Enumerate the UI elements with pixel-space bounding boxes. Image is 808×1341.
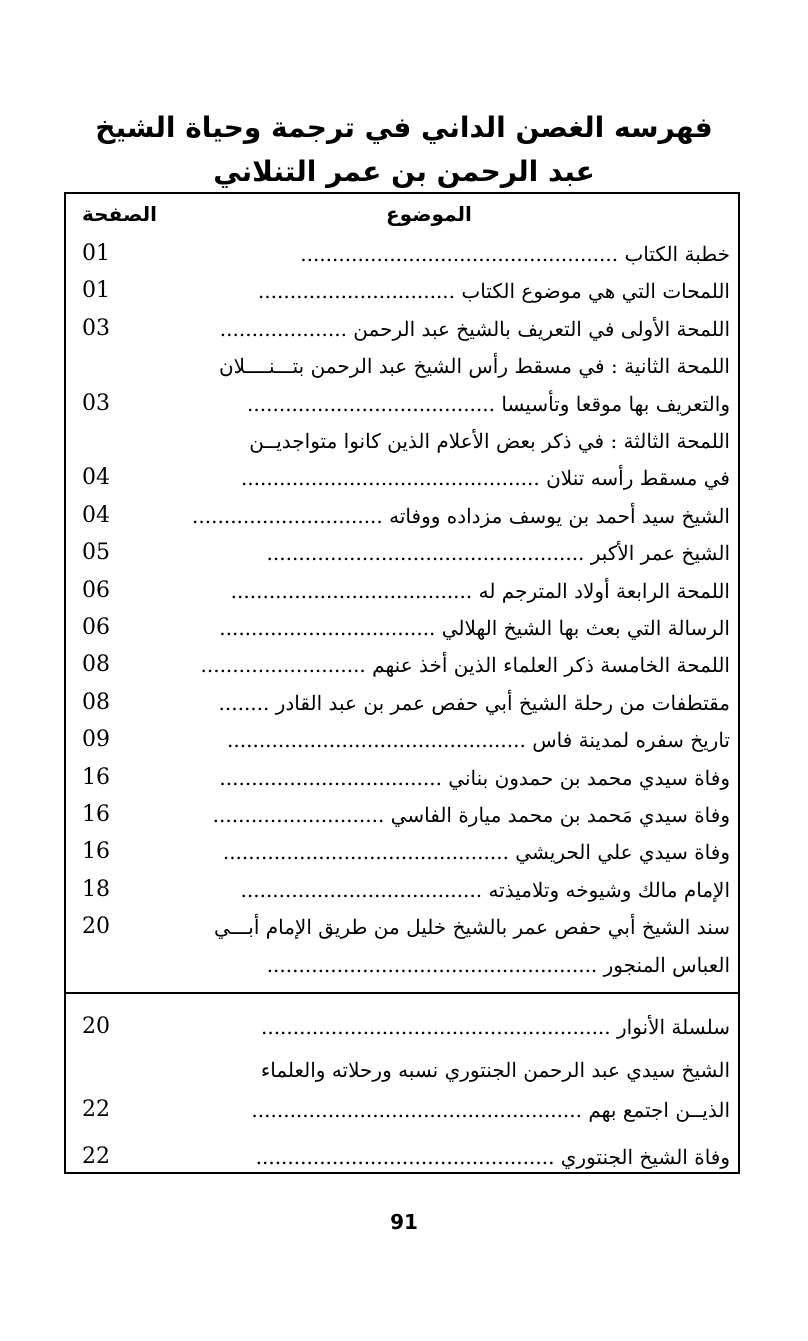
- toc-entry-text: سند الشيخ أبي حفص عمر بالشيخ خليل من طريق الإمام أبـــي: [214, 915, 730, 940]
- toc-row: [66, 311, 738, 347]
- toc-row: [66, 498, 738, 534]
- toc-page-number: 06: [82, 577, 110, 603]
- toc-page-number: 09: [82, 727, 110, 753]
- toc-entry-text: في مسقط رأسه تنلان ...............................................: [240, 466, 730, 491]
- page-number: 91: [390, 1210, 418, 1234]
- toc-page-number: 03: [82, 315, 110, 341]
- toc-entry-text: وفاة سيدي علي الحريشي .............................................: [222, 840, 730, 865]
- toc-entry-text: الرسالة التي بعث بها الشيخ الهلالي ..................................: [219, 616, 730, 640]
- toc-entry-text: وفاة الشيخ الجنتوري ...............................................: [255, 1145, 730, 1169]
- toc-page-number: 01: [82, 241, 110, 266]
- toc-row: [66, 1139, 738, 1175]
- toc-entry-text: والتعريف بها موقعا وتأسيسا .......................................: [247, 391, 730, 416]
- toc-page-number: 18: [82, 876, 110, 902]
- toc-entry-text: تاريخ سفره لمدينة فاس ...............................................: [227, 728, 730, 753]
- toc-entry-text: اللمحة الثانية : في مسقط رأس الشيخ عبد الرحمن بتـــنــــلان: [218, 354, 730, 379]
- toc-page-number: 22: [82, 1144, 110, 1169]
- toc-page-number: 05: [82, 540, 110, 566]
- toc-page-number: 08: [82, 689, 110, 715]
- toc-page-number: 16: [82, 764, 110, 790]
- toc-row: [66, 573, 738, 609]
- toc-row: [66, 1009, 738, 1045]
- toc-row: [66, 797, 738, 833]
- toc-page-number: 04: [82, 502, 110, 528]
- page-title-line-2: عبد الرحمن بن عمر التنلاني: [213, 155, 595, 188]
- toc-row: [66, 834, 738, 870]
- toc-entry-text: اللمحة الخامسة ذكر العلماء الذين أخذ عنهم ..........................: [200, 653, 730, 678]
- toc-page-number: 16: [82, 839, 110, 865]
- toc-entry-text: العباس المنجور ....................................................: [266, 952, 730, 977]
- header-topic: الموضوع: [386, 202, 472, 226]
- toc-row: [66, 647, 738, 683]
- toc-entry-text: الشيخ عمر الأكبر ..................................................: [266, 541, 730, 566]
- toc-entry-text: الإمام مالك وشيوخه وتلاميذته ......................................: [240, 877, 730, 902]
- toc-entry-text: سلسلة الأنوار .......................................................: [260, 1015, 730, 1039]
- toc-row: [66, 1092, 738, 1128]
- toc-entry-text: الذيــن اجتمع بهم ....................................................: [251, 1098, 730, 1122]
- toc-table: [64, 192, 740, 1174]
- toc-page-number: 06: [82, 615, 110, 640]
- toc-entry-text: اللمحة الثالثة : في ذكر بعض الأعلام الذين كانوا متواجديــن: [249, 429, 730, 453]
- toc-row: [66, 348, 738, 384]
- toc-page-number: 16: [82, 802, 110, 827]
- toc-page-number: 22: [82, 1097, 110, 1122]
- toc-row: [66, 872, 738, 908]
- toc-row: [66, 423, 738, 459]
- toc-page-number: 20: [82, 914, 110, 940]
- section-divider: [66, 992, 738, 994]
- toc-row: [66, 386, 738, 422]
- toc-entry-text: الشيخ سيدي عبد الرحمن الجنتوري نسبه ورحلاته والعلماء: [260, 1058, 730, 1082]
- toc-entry-text: خطبة الكتاب ..................................................: [300, 242, 730, 266]
- toc-entry-text: وفاة سيدي محمد بن حمدون بناني ...................................: [219, 765, 730, 790]
- page-title-line-1: فهرسه الغصن الداني في ترجمة وحياة الشيخ: [95, 111, 713, 144]
- toc-entry-text: وفاة سيدي مَحمد بن محمد ميارة الفاسي ...........................: [212, 803, 730, 827]
- toc-row: [66, 273, 738, 309]
- toc-row: [66, 947, 738, 983]
- toc-row: [66, 760, 738, 796]
- toc-page-number: 01: [82, 278, 110, 304]
- toc-row: [66, 909, 738, 945]
- header-page: الصفحة: [82, 202, 158, 226]
- toc-page-number: 08: [82, 652, 110, 678]
- toc-page-number: 03: [82, 390, 110, 416]
- toc-row: [66, 722, 738, 758]
- toc-entry-text: مقتطفات من رحلة الشيخ أبي حفص عمر بن عبد القادر ........: [218, 690, 730, 715]
- toc-entry-text: اللمحات التي هي موضوع الكتاب ...............................: [257, 279, 730, 304]
- toc-row: [66, 460, 738, 496]
- toc-entry-text: الشيخ سيد أحمد بن يوسف مزداده ووفاته ..............................: [192, 503, 730, 528]
- toc-entry-text: اللمحة الأولى في التعريف بالشيخ عبد الرحمن ....................: [219, 316, 730, 341]
- toc-page-number: 20: [82, 1014, 110, 1039]
- toc-row: [66, 610, 738, 646]
- toc-row: [66, 535, 738, 571]
- toc-page-number: 04: [82, 465, 110, 491]
- toc-entry-text: اللمحة الرابعة أولاد المترجم له ......................................: [230, 578, 730, 603]
- toc-row: [66, 1052, 738, 1088]
- toc-row: [66, 236, 738, 272]
- toc-row: [66, 685, 738, 721]
